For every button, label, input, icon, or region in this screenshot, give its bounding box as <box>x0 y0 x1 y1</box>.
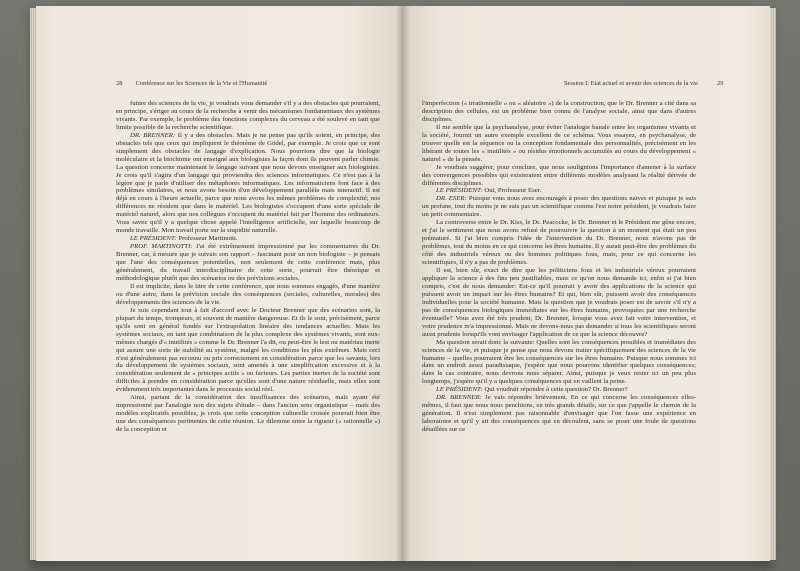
speaker-label: PROF. MARTINOTTI: <box>130 243 193 251</box>
paragraph <box>422 267 696 339</box>
speaker-label: DR. ESER: <box>436 195 467 203</box>
paragraph <box>422 124 696 164</box>
paragraph <box>116 132 380 235</box>
paragraph <box>422 339 696 387</box>
speaker-label: DR. BRENNER: <box>130 131 176 139</box>
paragraph-text: Il est implicite, dans le titre de cette conférence, que nous sommes engagés, d'une manière ou d'une autre, dans la prévision sociale des conséquences (sociales, culturelles, morales) des développements des sciences de la vie. <box>116 282 380 306</box>
left-page <box>36 6 402 561</box>
paragraph-text: J'ai été extrêmement impressionné par les commentaires du Dr. Brenner, car, à mesure que je suivais son rapport – fascinant pour un non biologiste – je pensais que l'une des conséquences potentielles, non seulement de cette conférence mais, plus généralement, du travail interdisciplinaire de cette sorte, pourrait être théorique et méthodologique plutôt que des scénarios ou des prévisions sociales. <box>116 243 380 282</box>
right-page-header <box>564 80 723 87</box>
paragraph-text: Il est, bien sûr, exact de dire que les politiciens fous et les industriels véreux pourraient appliquer la science à des fins peu justifiables, mais ce qu'on nous demande ici, enfin si j'ai bien compris, c'est de nous demander: Est-ce qu'il pourrait y avoir des applications de la science qui puissent avoir un impact sur les êtres humains? Et qui, bien sûr, puissent avoir des conséquences individuelles pour la société humaine. Mais la question que je voudrais poser est de savoir s'il n'y a pas de conséquences biologiques immédiates sur les êtres humains, provoquées par une recherche éventuelle? Vous avez été très prudent, Dr. Brenner, lorsque vous avez fait votre intervention, et votre prudence m'a impressionné. Mais ne devons-nous pas demander si tous les scientifiques seront aussi prudents lorsqu'ils vont envisager l'application de ce que la science découvre? <box>422 267 696 338</box>
paragraph-text: Je voudrais suggérer, pour conclure, que nous soulignions l'importance d'amener à la surface des convergences possibles qui existeraient entre différents modèles analysant la réalité dérivée de différentes disciplines. <box>422 163 696 187</box>
right-page <box>402 6 770 561</box>
paragraph <box>116 243 380 283</box>
left-page-header <box>116 80 267 87</box>
paragraph <box>116 394 380 434</box>
paragraph-text: Oui, Professeur Eser. <box>484 187 542 195</box>
speaker-label: DR. BRENNER: <box>436 394 482 402</box>
paragraph <box>422 187 696 195</box>
paragraph <box>422 386 696 394</box>
left-running-head: Conférence sur les Sciences de la Vie et l'Humanité <box>135 80 268 87</box>
paragraph <box>422 164 696 188</box>
right-page-body <box>422 100 696 434</box>
left-page-number: 28 <box>116 80 123 87</box>
paragraph-text: Je suis cependant tout à fait d'accord avec le Docteur Brenner que des scénarios sont, la plupart du temps, trompeurs, et souvent de manière dangereuse. Et ils le sont, précisément, parce qu'ils sont en général fondés sur l'extrapolation linéaire des tendances actuelles. Mais les systèmes sociaux, en tant que combinaison de la plus complexe des systèmes vivants, sont eux-mêmes chargés d'« inutilités » comme le Dr. Brenner l'a dit, ou peut-être le lest ou matériau inerte qui assure une sorte de stabilité au système, malgré les conditions les plus extrêmes. Mais ceci n'est généralement pas reconnu ou pris correctement en considération parce que les savants, lors du développement de systèmes sociaux, sont amenés à une simplification excessive et à la considération seulement de « principes actifs » ou facteurs. Les parties inertes de la société sont difficiles à prendre en considération parce qu'elles sont d'une nature résiduelle, mais elles sont évidemment très importantes dans le processus social réel. <box>116 306 380 394</box>
paragraph-text: l'imperfection (« irrationnelle » ou « aléatoire ») de la construction, que le Dr. Brenner a cité dans sa description des cellules, est un problème bien connu de l'analyse sociale, ainsi que dans d'autres disciplines. <box>422 100 696 123</box>
paragraph <box>422 394 696 434</box>
paragraph <box>116 100 380 132</box>
right-running-head: Session I: Etat actuel et avenir des sciences de la vie <box>564 80 698 87</box>
paragraph <box>116 235 380 243</box>
speaker-label: LE PRÉSIDENT: <box>436 386 483 394</box>
paragraph-text: Professeur Martinotti. <box>178 235 238 243</box>
book-gutter <box>396 6 410 561</box>
paragraph-text: Je vais répondre brièvement. En ce qui concerne les conséquences elles-mêmes, il faut que nous nous penchions, en très grands détails, sur ce que j'appelle le chemin de la génération. Il n'est simplement pas raisonnable d'envisager que l'on fasse une expérience en laboratoire et qu'il y ait des conséquences qui en découlent, sans se poser une foule de questions détaillées sur ce <box>422 394 697 434</box>
paragraph <box>116 283 380 307</box>
paragraph-text: Ainsi, partant de la considération des insuffisances des scénarios, mais ayant été impressionné par l'analogie non des sujets d'étude – dans l'ancien sens organistique – mais des modèles explicatifs possibles, je crois que cette conception culturelle croisée pourrait bien être une des conséquences pertinentes de cette réunion. Le dilemme entre la rigueur (« rationnelle ») de la conception et <box>116 394 380 434</box>
speaker-label: LE PRÉSIDENT: <box>130 235 177 243</box>
paragraph-text: Il me semble que la psychanalyse, pour éviter l'analogie banale entre les organismes vivants et la société, fournit un autre exemple excellent de ce schéma. Vous essayez, en psychanalyse, de trouver quelle est la séquence ou la conception fondamentale des personnalités, précisément en les libérant de toutes les « inutilités » ou résidus émotionnels accumulés au cours du développement « naturel » de la pensée. <box>422 123 696 163</box>
paragraph <box>116 307 380 394</box>
paragraph <box>422 195 696 219</box>
right-page-number: 29 <box>717 80 724 87</box>
paragraph-text: Puisque vous nous avez encouragés à poser des questions naïves et puisque je suis un profane, tout du moins je ne suis pas un scientifique comme l'est notre président, je voudrais faire un petit commentaire. <box>422 195 696 219</box>
paragraph <box>422 219 696 267</box>
paragraph-text: Il y a des obstacles. Mais je ne pense pas qu'ils soient, en principe, des obstacles tels que ceux qui impliquent le théorème de Gödel, par exemple. Je crois que ce sont simplement des obstacles de langage d'explication. Nous pourrions dire que la biologie moléculaire et la biochimie ont enseigné aux biologistes la façon dont ils peuvent parler chimie. La question concerne maintenant le langage suivant que nous devons enseigner aux biologistes. Je crois qu'il s'agira d'un langage qui proviendra des sciences informatiques. Ce n'est pas à la légère que je parle d'utiliser des métaphores informatiques. Les informaticiens font face à des problèmes similaires, et nous avons besoin d'un développement parallèle mais interactif. Il est déjà en cours à l'heure actuelle, parce que nous avons les mêmes problèmes de complexité; nos différences ne résident que dans le matériel. Les biologistes s'occupent d'une sorte spéciale de matériel naturel, alors que nos collègues s'occupent du matériel fait par l'homme des ordinateurs. Vous savez qu'il y a quelque chose appelé l'intelligence artificielle, sur laquelle beaucoup de monde travaille. Mon travail porte sur la stupidité naturelle. <box>116 131 381 235</box>
paragraph-text: La controverse entre le Dr. Kiss, le Dr. Peacocke, le Dr. Brenner et le Président me gêne encore, et j'ai le sentiment que nous avons refusé de poursuivre la question à un moment qui était un peu prématuré. Si j'ai bien compris l'idée de l'intervention du Dr. Brenner, nous n'avons pas de problèmes, tout du moins en ce qui concerne les êtres humains. Il y aurait peut-être des problèmes du côté des industriels véreux ou des hommes politiques fous, mais, pour ce qui concerne les scientifiques, il n'y a pas de problèmes. <box>422 219 696 267</box>
paragraph-text: Qui voudrait répondre à cette question? Dr. Brenner? <box>484 386 628 394</box>
speaker-label: LE PRÉSIDENT: <box>436 187 483 195</box>
paragraph-text: future des sciences de la vie, je voudrais vous demander s'il y a des obstacles qui pourraient, en principe, s'ériger au cours de la recherche à venir des mécanismes fondamentaux des systèmes vivants. Par exemple, le problème des fonctions complexes du cerveau a été soulevé en tant que limite possible de la recherche scientifique. <box>116 100 380 131</box>
paragraph <box>422 100 696 124</box>
left-page-body <box>116 100 380 434</box>
paragraph-text: Ma question serait donc la suivante: Quelles sont les conséquences possibles et immédiates des sciences de la vie, et puisque je pense que nous devons traiter spécifiquement des sciences de la vie humaine – quelles pourraient être les conséquences sur les êtres humains. Puisque nous sommes ici dans un endroit assez paradisiaque, j'espère que nous pourrons identifier quelques conséquences; dans le cas contraire, nous devrons nous séparer. Ainsi, puisque je veux rester ici un peu plus longtemps, j'espère qu'il y a quelques conséquences qui en vaillent la peine. <box>422 338 696 386</box>
